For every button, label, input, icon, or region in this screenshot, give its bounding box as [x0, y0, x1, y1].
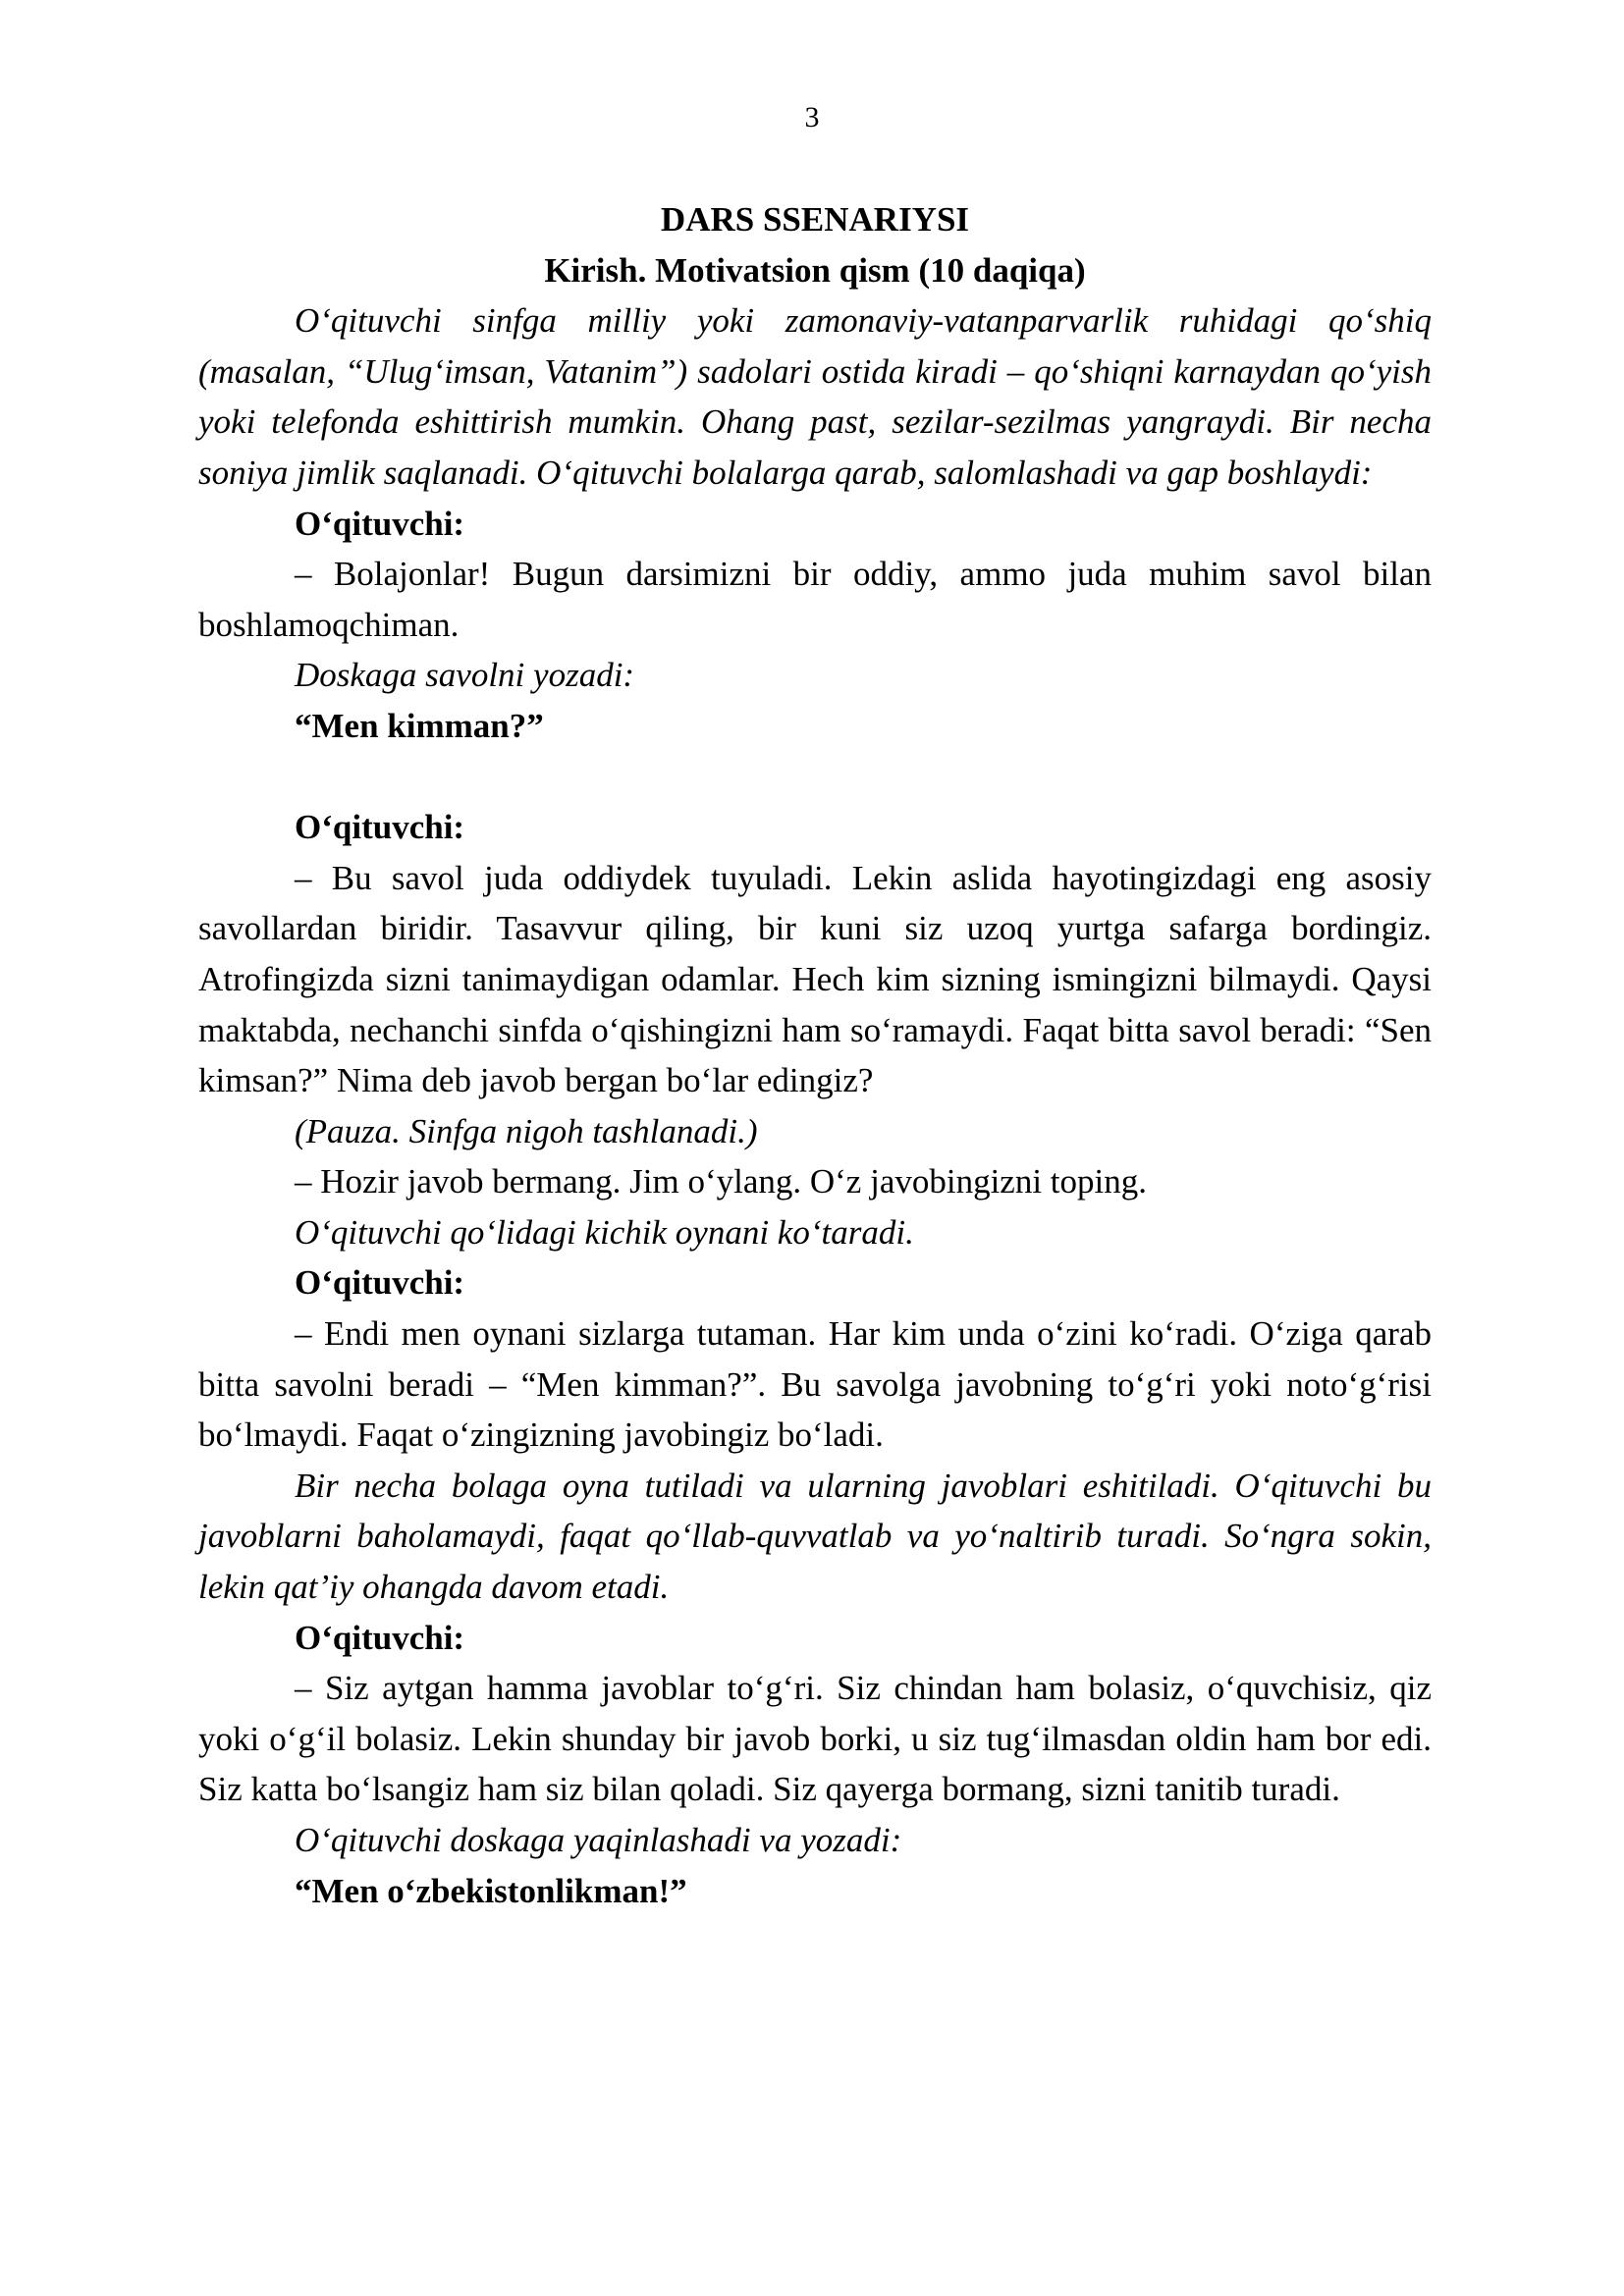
- stage-direction-paragraph: O‘qituvchi sinfga milliy yoki zamonaviy-vatanparvarlik ruhidagi qo‘shiq (masalan, “Ulug‘imsan, Vatanim”) sadolari ostida kiradi – qo‘shiqni karnaydan qo‘yish yoki telefonda eshittirish mumkin. Ohang past, sezilar-sezilmas yangraydi. Bir necha soniya jimlik saqlanadi. O‘qituvchi bolalarga qarab, salomlashadi va gap boshlaydi:: [198, 301, 1432, 492]
- teacher-speech-paragraph: – Endi men oynani sizlarga tutaman. Har kim unda o‘zini ko‘radi. O‘ziga qarab bitta savolni beradi – “Men kimman?”. Bu savolga javobning to‘g‘ri yoki noto‘g‘risi bo‘lmaydi. Faqat o‘zingizning javobingiz bo‘ladi.: [198, 1314, 1432, 1455]
- speaker-label: O‘qituvchi:: [295, 808, 465, 847]
- stage-direction-line: O‘qituvchi doskaga yaqinlashadi va yozadi:: [295, 1821, 902, 1859]
- section-heading: Kirish. Motivatsion qism (10 daqiqa): [544, 250, 1086, 290]
- board-question: “Men kimman?”: [295, 706, 544, 745]
- teacher-speech-paragraph: – Siz aytgan hamma javoblar to‘g‘ri. Siz chindan ham bolasiz, o‘quvchisiz, qiz yoki o‘g‘il bolasiz. Lekin shunday bir javob borki, u siz tug‘ilmasdan oldin ham bor edi. Siz katta bo‘lsangiz ham siz bilan qoladi. Siz qayerga bormang, sizni tanitib turadi.: [198, 1669, 1432, 1809]
- document-title: DARS SSENARIYSI: [660, 200, 970, 239]
- page-number: 3: [804, 101, 820, 133]
- speaker-label: O‘qituvchi:: [295, 1618, 465, 1657]
- teacher-speech-paragraph: – Bolajonlar! Bugun darsimizni bir oddiy, ammo juda muhim savol bilan boshlamoqchiman.: [198, 555, 1432, 644]
- speaker-label: O‘qituvchi:: [295, 1263, 465, 1303]
- board-answer: “Men o‘zbekistonlikman!”: [295, 1871, 687, 1910]
- blank-line: [198, 752, 1432, 803]
- teacher-speech-paragraph: – Bu savol juda oddiydek tuyuladi. Lekin aslida hayotingizdagi eng asosiy savollardan biridir. Tasavvur qiling, bir kuni siz uzoq yurtga safarga bordingiz. Atrofingizda sizni tanimaydigan odamlar. Hech kim sizning ismingizni bilmaydi. Qaysi maktabda, nechanchi sinfda o‘qishingizni ham so‘ramaydi. Faqat bitta savol beradi: “Sen kimsan?” Nima deb javob bergan bo‘lar edingiz?: [198, 858, 1432, 1100]
- teacher-speech-line: – Hozir javob bermang. Jim o‘ylang. O‘z javobingizni toping.: [295, 1162, 1148, 1201]
- speaker-label: O‘qituvchi:: [295, 504, 465, 543]
- stage-direction-line: O‘qituvchi qo‘lidagi kichik oynani ko‘taradi.: [295, 1212, 914, 1252]
- stage-direction-paragraph: Bir necha bolaga oyna tutiladi va ularning javoblari eshitiladi. O‘qituvchi bu javoblarni baholamaydi, faqat qo‘llab-quvvatlab va yo‘naltirib turadi. So‘ngra sokin, lekin qat’iy ohangda davom etadi.: [198, 1466, 1432, 1607]
- stage-direction-line: (Pauza. Sinfga nigoh tashlanadi.): [295, 1111, 758, 1150]
- document-body: [198, 194, 1432, 1916]
- stage-direction-line: Doskaga savolni yozadi:: [295, 656, 635, 695]
